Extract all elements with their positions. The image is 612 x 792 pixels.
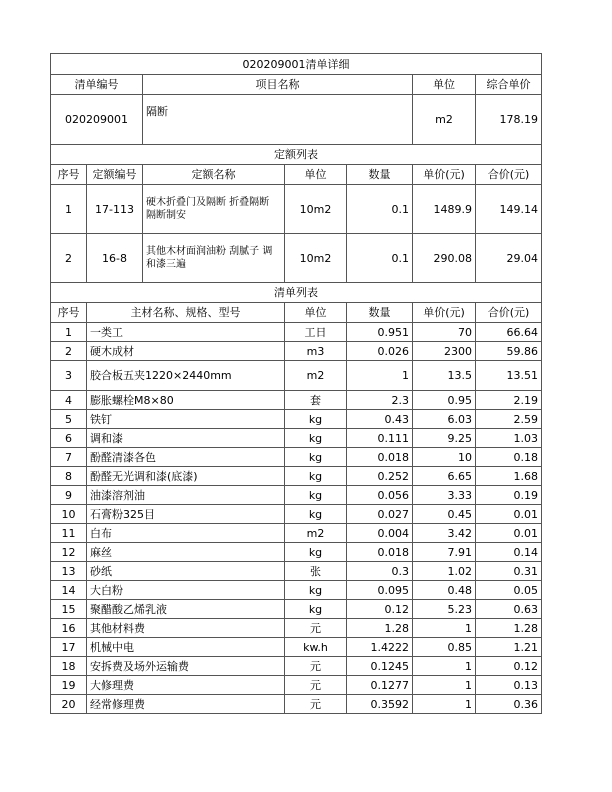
material-price: 5.23 — [413, 600, 476, 619]
material-price-header: 单价(元) — [413, 303, 476, 323]
material-total: 1.03 — [476, 429, 542, 448]
material-total: 0.01 — [476, 505, 542, 524]
quota-unit-header: 单位 — [285, 165, 347, 185]
material-name: 机械中电 — [87, 638, 285, 657]
material-price: 9.25 — [413, 429, 476, 448]
material-price: 0.95 — [413, 391, 476, 410]
quota-total-header: 合价(元) — [476, 165, 542, 185]
material-total: 0.01 — [476, 524, 542, 543]
material-name: 大白粉 — [87, 581, 285, 600]
bill-price-header: 综合单价 — [476, 75, 542, 95]
material-row — [51, 505, 542, 524]
bill-unit-header: 单位 — [413, 75, 476, 95]
quota-price: 1489.9 — [413, 185, 476, 234]
material-name: 一类工 — [87, 323, 285, 342]
material-total: 13.51 — [476, 361, 542, 391]
material-qty: 0.018 — [347, 543, 413, 562]
quota-qty-header: 数量 — [347, 165, 413, 185]
material-total: 0.31 — [476, 562, 542, 581]
material-price: 10 — [413, 448, 476, 467]
material-unit: kw.h — [285, 638, 347, 657]
material-total: 1.68 — [476, 467, 542, 486]
material-price: 1 — [413, 695, 476, 714]
material-total: 0.12 — [476, 657, 542, 676]
quota-code: 17-113 — [87, 185, 143, 234]
material-name: 调和漆 — [87, 429, 285, 448]
material-row — [51, 524, 542, 543]
material-seq: 8 — [51, 467, 87, 486]
quota-row — [51, 234, 542, 283]
material-seq: 14 — [51, 581, 87, 600]
material-name: 酚醛清漆各色 — [87, 448, 285, 467]
quota-price-header: 单价(元) — [413, 165, 476, 185]
material-total: 0.13 — [476, 676, 542, 695]
material-name: 聚醋酸乙烯乳液 — [87, 600, 285, 619]
material-row — [51, 695, 542, 714]
material-price: 3.33 — [413, 486, 476, 505]
material-unit: kg — [285, 543, 347, 562]
material-qty: 0.026 — [347, 342, 413, 361]
material-row — [51, 429, 542, 448]
quota-price: 290.08 — [413, 234, 476, 283]
material-price: 3.42 — [413, 524, 476, 543]
material-qty: 0.12 — [347, 600, 413, 619]
material-price: 1 — [413, 657, 476, 676]
material-qty: 0.1245 — [347, 657, 413, 676]
material-row — [51, 467, 542, 486]
bill-price: 178.19 — [476, 95, 542, 145]
material-unit: kg — [285, 410, 347, 429]
material-price: 1 — [413, 619, 476, 638]
quota-total: 149.14 — [476, 185, 542, 234]
material-row — [51, 676, 542, 695]
material-qty: 0.43 — [347, 410, 413, 429]
material-price: 1 — [413, 676, 476, 695]
material-row — [51, 323, 542, 342]
material-qty: 1 — [347, 361, 413, 391]
quota-unit: 10m2 — [285, 234, 347, 283]
material-unit: kg — [285, 505, 347, 524]
material-price: 1.02 — [413, 562, 476, 581]
material-seq: 20 — [51, 695, 87, 714]
material-seq: 7 — [51, 448, 87, 467]
material-name: 白布 — [87, 524, 285, 543]
material-name: 硬木成材 — [87, 342, 285, 361]
material-seq: 15 — [51, 600, 87, 619]
bill-name-header: 项目名称 — [143, 75, 413, 95]
material-seq: 9 — [51, 486, 87, 505]
material-qty: 0.018 — [347, 448, 413, 467]
material-qty: 0.004 — [347, 524, 413, 543]
material-qty: 1.28 — [347, 619, 413, 638]
material-price: 2300 — [413, 342, 476, 361]
material-unit-header: 单位 — [285, 303, 347, 323]
quota-seq: 1 — [51, 185, 87, 234]
material-qty: 0.111 — [347, 429, 413, 448]
quota-total: 29.04 — [476, 234, 542, 283]
material-seq: 13 — [51, 562, 87, 581]
material-total-header: 合价(元) — [476, 303, 542, 323]
material-row — [51, 361, 542, 391]
material-seq: 3 — [51, 361, 87, 391]
material-qty: 2.3 — [347, 391, 413, 410]
bill-unit: m2 — [413, 95, 476, 145]
material-row — [51, 638, 542, 657]
material-total: 59.86 — [476, 342, 542, 361]
bill-code: 020209001 — [51, 95, 143, 145]
material-unit: kg — [285, 467, 347, 486]
sheet-title: 020209001清单详细 — [51, 54, 542, 75]
material-section-title: 清单列表 — [51, 283, 542, 303]
material-name: 大修理费 — [87, 676, 285, 695]
material-total: 66.64 — [476, 323, 542, 342]
material-qty: 0.056 — [347, 486, 413, 505]
material-unit: m2 — [285, 524, 347, 543]
material-total: 0.05 — [476, 581, 542, 600]
quota-qty: 0.1 — [347, 234, 413, 283]
material-name: 经常修理费 — [87, 695, 285, 714]
material-seq: 10 — [51, 505, 87, 524]
material-qty-header: 数量 — [347, 303, 413, 323]
material-seq: 18 — [51, 657, 87, 676]
quota-row — [51, 185, 542, 234]
material-unit: kg — [285, 581, 347, 600]
quota-name: 硬木折叠门及隔断 折叠隔断 隔断制安 — [143, 185, 285, 234]
material-unit: kg — [285, 486, 347, 505]
bill-code-header: 清单编号 — [51, 75, 143, 95]
material-total: 0.18 — [476, 448, 542, 467]
material-total: 0.14 — [476, 543, 542, 562]
quota-qty: 0.1 — [347, 185, 413, 234]
material-total: 2.59 — [476, 410, 542, 429]
material-price: 7.91 — [413, 543, 476, 562]
material-unit: m2 — [285, 361, 347, 391]
material-row — [51, 600, 542, 619]
material-row — [51, 486, 542, 505]
material-total: 1.28 — [476, 619, 542, 638]
quota-seq: 2 — [51, 234, 87, 283]
material-name: 麻丝 — [87, 543, 285, 562]
material-seq: 2 — [51, 342, 87, 361]
material-name: 膨胀螺栓M8×80 — [87, 391, 285, 410]
material-total: 0.63 — [476, 600, 542, 619]
material-name: 油漆溶剂油 — [87, 486, 285, 505]
quota-name: 其他木材面润油粉 刮腻子 调和漆三遍 — [143, 234, 285, 283]
material-unit: 元 — [285, 695, 347, 714]
material-name: 胶合板五夹1220×2440mm — [87, 361, 285, 391]
material-qty: 0.3592 — [347, 695, 413, 714]
material-unit: 套 — [285, 391, 347, 410]
material-qty: 0.951 — [347, 323, 413, 342]
material-row — [51, 619, 542, 638]
material-seq: 16 — [51, 619, 87, 638]
material-seq-header: 序号 — [51, 303, 87, 323]
material-row — [51, 391, 542, 410]
material-unit: kg — [285, 448, 347, 467]
material-name: 砂纸 — [87, 562, 285, 581]
material-qty: 0.027 — [347, 505, 413, 524]
bill-detail-table — [50, 53, 542, 714]
material-qty: 0.1277 — [347, 676, 413, 695]
material-total: 0.19 — [476, 486, 542, 505]
material-row — [51, 562, 542, 581]
material-row — [51, 543, 542, 562]
material-unit: kg — [285, 429, 347, 448]
material-row — [51, 657, 542, 676]
material-qty: 0.3 — [347, 562, 413, 581]
material-seq: 6 — [51, 429, 87, 448]
material-seq: 19 — [51, 676, 87, 695]
material-row — [51, 448, 542, 467]
material-qty: 0.095 — [347, 581, 413, 600]
quota-code-header: 定额编号 — [87, 165, 143, 185]
material-price: 70 — [413, 323, 476, 342]
bill-name: 隔断 — [143, 95, 413, 145]
material-row — [51, 410, 542, 429]
material-seq: 12 — [51, 543, 87, 562]
material-total: 0.36 — [476, 695, 542, 714]
material-unit: kg — [285, 600, 347, 619]
material-unit: 元 — [285, 657, 347, 676]
material-qty: 1.4222 — [347, 638, 413, 657]
material-price: 13.5 — [413, 361, 476, 391]
material-unit: 张 — [285, 562, 347, 581]
quota-name-header: 定额名称 — [143, 165, 285, 185]
quota-section-title: 定额列表 — [51, 145, 542, 165]
material-price: 6.65 — [413, 467, 476, 486]
material-seq: 11 — [51, 524, 87, 543]
material-seq: 17 — [51, 638, 87, 657]
material-name-header: 主材名称、规格、型号 — [87, 303, 285, 323]
material-qty: 0.252 — [347, 467, 413, 486]
material-unit: m3 — [285, 342, 347, 361]
material-name: 其他材料费 — [87, 619, 285, 638]
material-seq: 5 — [51, 410, 87, 429]
material-total: 1.21 — [476, 638, 542, 657]
quota-seq-header: 序号 — [51, 165, 87, 185]
material-row — [51, 342, 542, 361]
material-price: 0.45 — [413, 505, 476, 524]
quota-unit: 10m2 — [285, 185, 347, 234]
material-name: 石膏粉325目 — [87, 505, 285, 524]
material-total: 2.19 — [476, 391, 542, 410]
material-unit: 工日 — [285, 323, 347, 342]
material-name: 酚醛无光调和漆(底漆) — [87, 467, 285, 486]
quota-code: 16-8 — [87, 234, 143, 283]
material-row — [51, 581, 542, 600]
material-unit: 元 — [285, 676, 347, 695]
material-unit: 元 — [285, 619, 347, 638]
material-seq: 4 — [51, 391, 87, 410]
material-price: 0.48 — [413, 581, 476, 600]
material-price: 6.03 — [413, 410, 476, 429]
material-price: 0.85 — [413, 638, 476, 657]
material-name: 安拆费及场外运输费 — [87, 657, 285, 676]
material-seq: 1 — [51, 323, 87, 342]
material-name: 铁钉 — [87, 410, 285, 429]
